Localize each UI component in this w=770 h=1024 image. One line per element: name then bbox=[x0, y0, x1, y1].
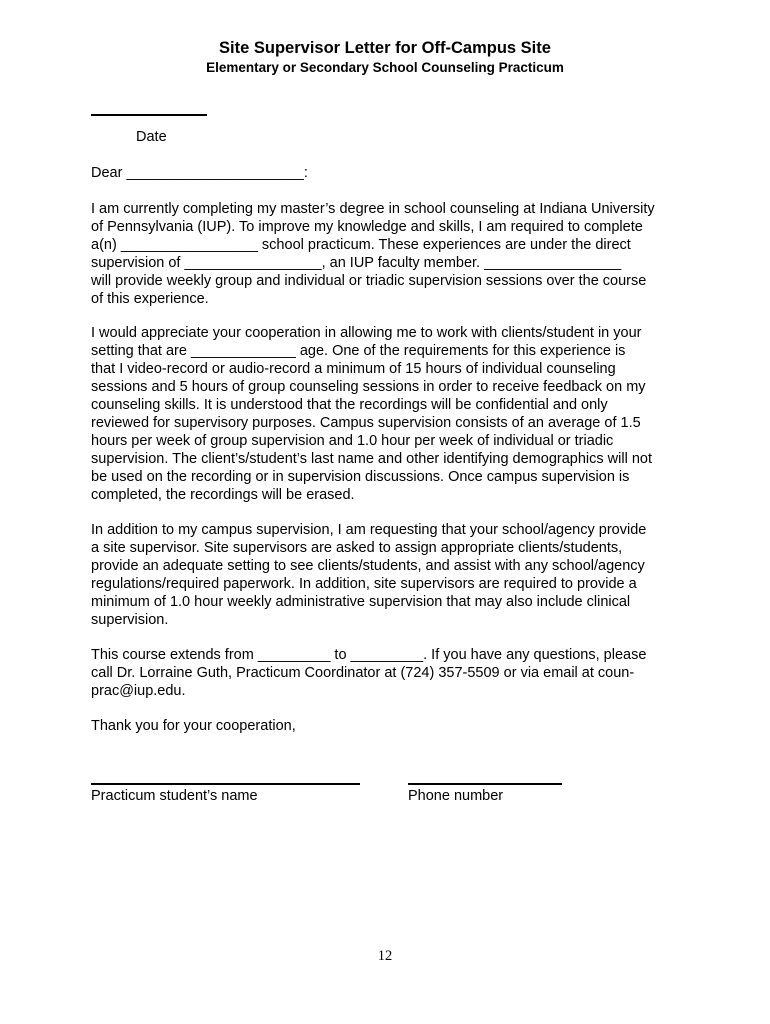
closing: Thank you for your cooperation, bbox=[91, 718, 296, 734]
salutation: Dear ______________________: bbox=[91, 165, 308, 181]
paragraph-intro: I am currently completing my master’s degree in school counseling at Indiana University of Pennsylvania (IUP). To improve my knowledge and skills, I am required to complete a(n) _________________ school practicum. These experiences are under the direct supervision of _________________, an IUP faculty member. _________________ will provide weekly group and individual or triadic supervision sessions over the course of this experience. bbox=[91, 201, 655, 307]
paragraph-course-dates: This course extends from _________ to _________. If you have any questions, please call Dr. Lorraine Guth, Practicum Coordinator at (724) 357-5509 or via email at coun- prac@iup.edu. bbox=[91, 647, 647, 699]
paragraph-recording-requirements: I would appreciate your cooperation in allowing me to work with clients/student in your setting that are _____________ age. One of the requirements for this experience is that I video-record or audio-record a minimum of 15 hours of individual counseling sessions and 5 hours of group counseling sessions in order to receive feedback on my counseling skills. It is understood that the recordings will be confidential and only reviewed for supervisory purposes. Campus supervision consists of an average of 1.5 hours per week of group supervision and 1.0 hour per week of individual or triadic supervision. The client’s/student’s last name and other identifying demographics will not be used on the recording or in supervision discussions. Once campus supervision is completed, the recordings will be erased. bbox=[91, 325, 652, 503]
date-label: Date bbox=[136, 129, 167, 145]
student-name-label: Practicum student’s name bbox=[91, 788, 258, 804]
student-signature-line bbox=[91, 783, 360, 785]
phone-number-label: Phone number bbox=[408, 788, 504, 804]
page-number: 12 bbox=[377, 948, 393, 964]
date-blank-line bbox=[91, 114, 207, 116]
page-subtitle: Elementary or Secondary School Counseling Practicum bbox=[206, 60, 564, 75]
paragraph-site-supervisor: In addition to my campus supervision, I am requesting that your school/agency provide a site supervisor. Site supervisors are asked to assign appropriate clients/students, provide an adequate setting to see clients/students, and assist with any school/agency regulations/required paperwork. In addition, site supervisors are required to provide a minimum of 1.0 hour weekly administrative supervision that may also include clinical supervision. bbox=[91, 522, 647, 628]
phone-signature-line bbox=[408, 783, 562, 785]
page-title: Site Supervisor Letter for Off-Campus Site bbox=[219, 39, 551, 57]
